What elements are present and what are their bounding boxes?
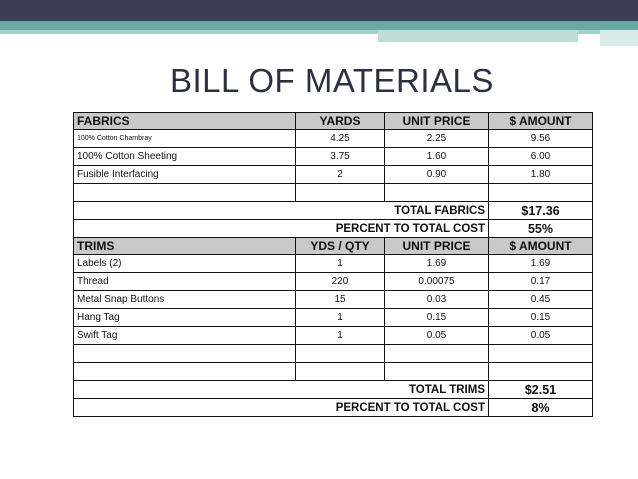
fabric-price: 1.60 [385, 148, 489, 166]
blank-cell [296, 184, 385, 202]
trims-header-qty: YDS / QTY [296, 238, 385, 255]
fabric-blank-row [74, 184, 593, 202]
blank-cell [385, 363, 489, 381]
blank-cell [296, 345, 385, 363]
fabric-qty: 4.25 [296, 130, 385, 148]
fabrics-total-row [74, 202, 593, 220]
fabric-amount: 6.00 [489, 148, 593, 166]
fabric-price: 2.25 [385, 130, 489, 148]
trim-amount: 1.69 [489, 255, 593, 273]
trim-item: Hang Tag [74, 309, 296, 327]
trim-amount: 0.05 [489, 327, 593, 345]
fabrics-header-amount: $ AMOUNT [489, 113, 593, 130]
trims-percent-row [74, 399, 593, 417]
slide-title: BILL OF MATERIALS [170, 62, 494, 99]
trim-amount: 0.17 [489, 273, 593, 291]
trims-header-row [74, 238, 593, 255]
fabrics-header-yards: YARDS [296, 113, 385, 130]
trims-header-item: TRIMS [74, 238, 296, 255]
bill-of-materials-table [73, 112, 592, 417]
trim-price: 1.69 [385, 255, 489, 273]
trims-total-value: $2.51 [489, 381, 593, 399]
top-dark-band [0, 0, 638, 21]
trims-total-row [74, 381, 593, 399]
trim-item: Metal Snap Buttons [74, 291, 296, 309]
blank-cell [489, 363, 593, 381]
fabrics-percent-label: PERCENT TO TOTAL COST [74, 220, 489, 238]
blank-cell [385, 345, 489, 363]
fabric-item: Fusible Interfacing [74, 166, 296, 184]
trim-price: 0.05 [385, 327, 489, 345]
trim-qty: 1 [296, 327, 385, 345]
fabrics-header-item: FABRICS [74, 113, 296, 130]
fabric-qty: 3.75 [296, 148, 385, 166]
trim-item: Swift Tag [74, 327, 296, 345]
fabric-row [74, 166, 593, 184]
top-teal-band [0, 21, 638, 30]
trim-qty: 15 [296, 291, 385, 309]
top-accent-band [378, 30, 578, 42]
trim-amount: 0.15 [489, 309, 593, 327]
trim-price: 0.00075 [385, 273, 489, 291]
fabrics-percent-value: 55% [489, 220, 593, 238]
trim-qty: 1 [296, 255, 385, 273]
blank-cell [74, 345, 296, 363]
fabrics-header-unit-price: UNIT PRICE [385, 113, 489, 130]
trim-row [74, 291, 593, 309]
blank-cell [296, 363, 385, 381]
fabrics-total-value: $17.36 [489, 202, 593, 220]
trim-amount: 0.45 [489, 291, 593, 309]
fabric-price: 0.90 [385, 166, 489, 184]
blank-cell [74, 363, 296, 381]
fabrics-percent-row [74, 220, 593, 238]
trim-price: 0.15 [385, 309, 489, 327]
fabric-row [74, 130, 593, 148]
blank-cell [489, 345, 593, 363]
fabric-amount: 1.80 [489, 166, 593, 184]
trims-header-amount: $ AMOUNT [489, 238, 593, 255]
trim-qty: 220 [296, 273, 385, 291]
trims-header-unit-price: UNIT PRICE [385, 238, 489, 255]
trim-blank-row [74, 345, 593, 363]
trim-qty: 1 [296, 309, 385, 327]
trim-price: 0.03 [385, 291, 489, 309]
fabrics-total-label: TOTAL FABRICS [74, 202, 489, 220]
trim-row [74, 309, 593, 327]
fabric-qty: 2 [296, 166, 385, 184]
fabric-item: 100% Cotton Chambray [74, 130, 296, 148]
fabrics-header-row [74, 113, 593, 130]
blank-cell [489, 184, 593, 202]
trims-percent-value: 8% [489, 399, 593, 417]
trim-row [74, 273, 593, 291]
fabric-amount: 9.56 [489, 130, 593, 148]
trim-row [74, 255, 593, 273]
fabric-row [74, 148, 593, 166]
trim-row [74, 327, 593, 345]
fabric-item: 100% Cotton Sheeting [74, 148, 296, 166]
trim-blank-row [74, 363, 593, 381]
trim-item: Thread [74, 273, 296, 291]
top-accent-band-right [600, 30, 638, 46]
trims-total-label: TOTAL TRIMS [74, 381, 489, 399]
blank-cell [74, 184, 296, 202]
trims-percent-label: PERCENT TO TOTAL COST [74, 399, 489, 417]
blank-cell [385, 184, 489, 202]
trim-item: Labels (2) [74, 255, 296, 273]
